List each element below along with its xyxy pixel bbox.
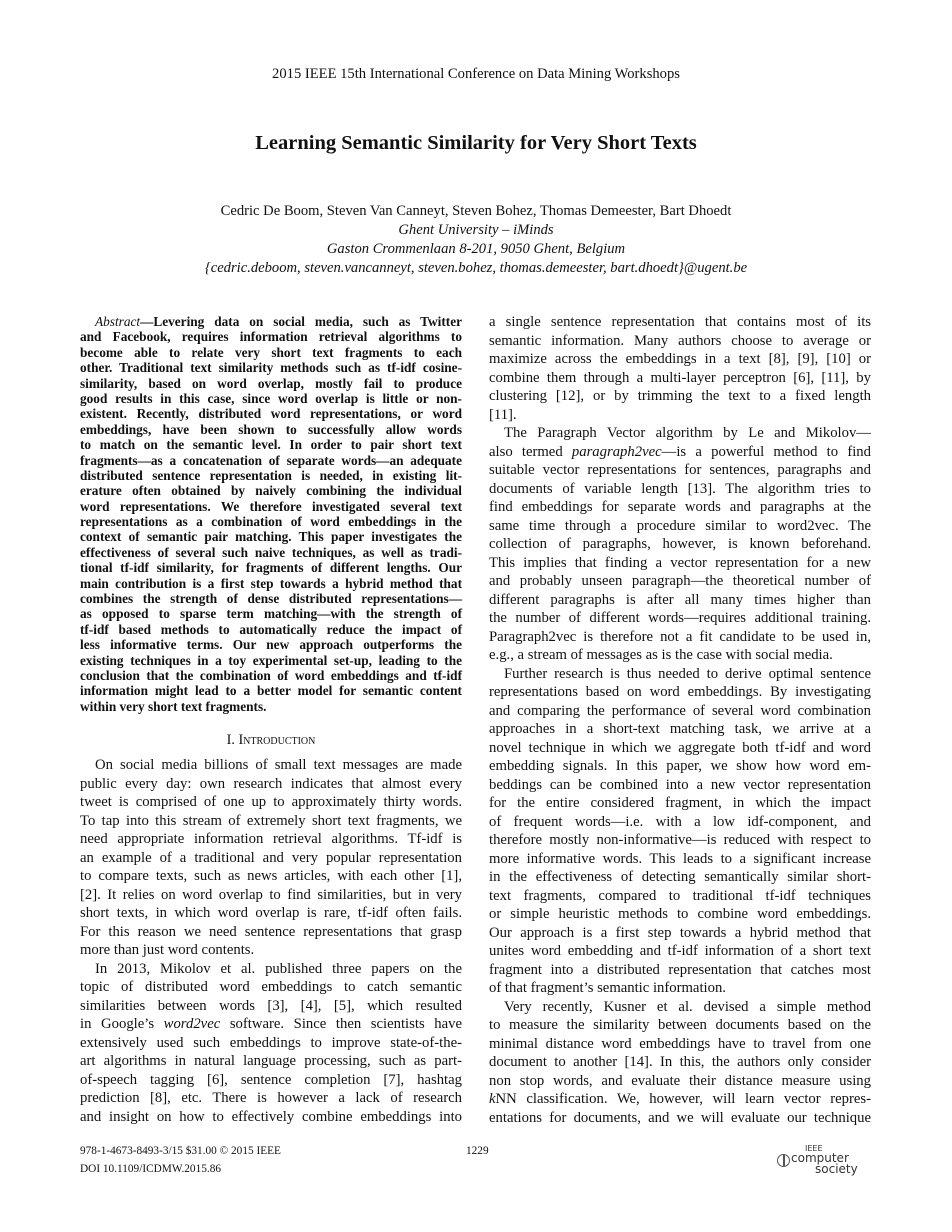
text-line <box>489 554 871 573</box>
text-segment: documents of variable length [13]. The algorithm tries to <box>489 480 871 497</box>
text-segment: the number of different words—requires additional training. <box>489 610 871 626</box>
text-line <box>489 1053 871 1072</box>
abstract-line <box>80 637 462 652</box>
paragraph <box>489 998 871 1128</box>
text-line <box>489 646 871 665</box>
text-line <box>489 1035 871 1054</box>
text-segment: and probably unseen paragraph—the theoretical number of <box>489 573 871 589</box>
abstract-line-text: other. Traditional text similarity methods such as tf-idf cosine- <box>80 360 462 376</box>
abstract-line <box>80 514 462 529</box>
conference-header: 2015 IEEE 15th International Conference on Data Mining Workshops <box>272 66 680 82</box>
text-segment: to measure the similarity between documents based on the <box>489 1017 871 1033</box>
abstract-line <box>80 453 462 468</box>
abstract-line-text: existent. Recently, distributed word representations, or word <box>80 406 462 422</box>
text-segment: and comparing the performance of several word combination <box>489 702 871 719</box>
text-segment: [11]. <box>489 406 517 423</box>
abstract-line <box>80 329 462 344</box>
text-segment: To tap into this stream of extremely short text fragments, we <box>80 812 462 829</box>
text-line <box>489 313 871 332</box>
abstract-line <box>80 422 462 437</box>
abstract <box>80 314 462 714</box>
abstract-line <box>80 560 462 575</box>
abstract-line-text: embeddings, have been shown to successfully allow words <box>80 421 462 437</box>
paragraph <box>80 960 462 1127</box>
abstract-line-text: and Facebook, requires information retrieval algorithms to <box>80 329 462 345</box>
text-line <box>489 794 871 813</box>
text-line <box>80 1089 462 1108</box>
abstract-line <box>80 314 462 329</box>
text-segment: NN classification. We, however, will learn vector repres- <box>495 1091 871 1107</box>
abstract-line <box>80 468 462 483</box>
abstract-line-text: less informative terms. Our new approach outperforms the <box>80 637 462 653</box>
text-segment: a single sentence representation that contains most of its <box>489 314 871 330</box>
abstract-line-text: become able to relate very short text fragments to each <box>80 344 462 360</box>
abstract-line-text: representations as a combination of word embeddings in the <box>80 514 462 530</box>
abstract-line <box>80 653 462 668</box>
text-line <box>489 850 871 869</box>
abstract-line-text: within very short text fragments. <box>80 698 267 714</box>
abstract-line-text: tional tf-idf similarity, for fragments of different lengths. Our <box>80 560 462 576</box>
text-segment: minimal distance word embeddings have to travel from one <box>489 1035 871 1052</box>
text-segment: non stop words, and evaluate their distance measure using <box>489 1072 871 1089</box>
text-line <box>489 461 871 480</box>
text-line <box>489 905 871 924</box>
abstract-line-text: distributed sentence representation is needed, in existing lit- <box>80 467 462 483</box>
text-line <box>489 942 871 961</box>
text-line <box>489 979 871 998</box>
text-line <box>489 480 871 499</box>
text-line <box>80 830 462 849</box>
text-segment: of that fragment’s semantic information. <box>489 980 726 996</box>
left-column-body <box>80 756 462 1126</box>
text-segment: extensively used such embeddings to improve state-of-the- <box>80 1034 462 1051</box>
text-line <box>489 609 871 628</box>
abstract-line <box>80 699 462 714</box>
text-segment: more informative words. This leads to a significant increase <box>489 850 871 867</box>
text-line <box>489 683 871 702</box>
text-segment: novel technique in which we aggregate both tf-idf and word <box>489 739 871 756</box>
text-segment: Further research is thus needed to derive optimal sentence <box>504 665 871 682</box>
text-line <box>489 887 871 906</box>
text-segment: entations for documents, and we will evaluate our technique <box>489 1109 871 1126</box>
text-segment: clustering [12], or by trimming the text to a fixed length <box>489 388 871 404</box>
text-line <box>489 739 871 758</box>
text-line <box>80 960 462 979</box>
abstract-line <box>80 529 462 544</box>
text-line <box>80 812 462 831</box>
logo-text-line2: computer <box>791 1151 849 1165</box>
text-segment: semantic information. Many authors choose to average or <box>489 332 871 349</box>
text-line <box>489 443 871 462</box>
text-line <box>80 775 462 794</box>
text-segment: In 2013, Mikolov et al. published three papers on the <box>95 960 462 977</box>
text-line <box>489 628 871 647</box>
text-line <box>489 924 871 943</box>
abstract-line-text: erature often obtained by naively combining the individual <box>80 483 462 499</box>
text-segment: Our approach is a first step towards a hybrid method that <box>489 924 871 941</box>
text-line <box>489 387 871 406</box>
text-line <box>80 978 462 997</box>
text-segment: to compare texts, such as news articles, with each other [1], <box>80 868 462 884</box>
text-line <box>80 1015 462 1034</box>
text-line <box>80 1071 462 1090</box>
abstract-line-text: fragments—as a concatenation of separate words—an adequate <box>80 452 462 468</box>
text-line <box>489 572 871 591</box>
text-line <box>80 1052 462 1071</box>
abstract-line-text: —Levering data on social media, such as Twitter <box>140 314 462 329</box>
logo-text-line1: IEEE <box>805 1144 823 1153</box>
page-number: 1229 <box>466 1145 489 1157</box>
abstract-line-text: as opposed to sparse term matching—with the strength of <box>80 606 462 622</box>
text-line <box>489 406 871 425</box>
text-line <box>489 757 871 776</box>
text-line <box>80 923 462 942</box>
text-segment: same time through a procedure similar to word2vec. The <box>489 517 871 534</box>
text-line <box>489 1109 871 1128</box>
text-segment: or simple heuristic methods to combine word embeddings. <box>489 906 871 922</box>
text-segment: tweet is comprised of one up to approximately thirty words. <box>80 794 462 810</box>
text-segment: e.g., a stream of messages as is the case with social media. <box>489 647 833 663</box>
text-line <box>489 720 871 739</box>
address: Gaston Crommenlaan 8-201, 9050 Ghent, Belgium <box>326 241 626 257</box>
text-segment: document to another [14]. In this, the authors only consider <box>489 1054 871 1070</box>
text-line <box>80 997 462 1016</box>
paper-title: Learning Semantic Similarity for Very Short Texts <box>255 132 697 154</box>
text-segment: of frequent words—i.e. with a low idf-component, and <box>489 813 871 830</box>
text-segment: public every day: own research indicates that almost every <box>80 775 462 792</box>
text-line <box>489 998 871 1017</box>
text-line <box>489 350 871 369</box>
text-segment: prediction [8], etc. There is however a lack of research <box>80 1090 462 1106</box>
abstract-label: Abstract <box>95 314 141 329</box>
text-segment: combine them through a multi-layer perceptron [6], [11], by <box>489 369 871 386</box>
abstract-line <box>80 576 462 591</box>
text-segment: maximize across the embeddings in a text [8], [9], [10] or <box>489 351 871 367</box>
text-segment: unites word embedding and tf-idf information of a short text <box>489 943 871 959</box>
text-line <box>80 756 462 775</box>
footer-isbn: 978-1-4673-8493-3/15 $31.00 © 2015 IEEE <box>80 1145 281 1157</box>
abstract-line <box>80 345 462 360</box>
text-line <box>489 868 871 887</box>
text-segment: This implies that finding a vector representation for a new <box>489 554 871 571</box>
text-line <box>80 1034 462 1053</box>
text-segment: embedding signals. In this paper, we show how word em- <box>489 758 871 774</box>
abstract-line <box>80 668 462 683</box>
text-line <box>80 886 462 905</box>
abstract-line <box>80 391 462 406</box>
italic-term: paragraph2vec <box>571 443 662 460</box>
text-line <box>489 776 871 795</box>
text-line <box>80 1108 462 1127</box>
footer-doi: DOI 10.1109/ICDMW.2015.86 <box>80 1163 222 1175</box>
text-segment: different paragraphs is after all many times higher than <box>489 591 871 608</box>
text-segment: more than just word contents. <box>80 942 255 958</box>
text-segment: similarities between words [3], [4], [5], which resulted <box>80 997 462 1014</box>
affiliation: Ghent University – iMinds <box>398 222 554 238</box>
text-segment: approaches in a short-text matching task, we arrive at a <box>489 721 871 737</box>
logo-text-line3: society <box>815 1162 858 1176</box>
text-segment: in the effectiveness of detecting semantically similar short- <box>489 869 871 885</box>
text-line <box>489 424 871 443</box>
paragraph <box>80 756 462 960</box>
text-line <box>489 1090 871 1109</box>
paragraph <box>489 665 871 998</box>
abstract-line-text: to match on the semantic level. In order to pair short text <box>80 437 462 453</box>
text-line <box>489 1016 871 1035</box>
abstract-line <box>80 591 462 606</box>
text-segment: suitable vector representations for sentences, paragraphs and <box>489 462 871 478</box>
abstract-line-text: tf-idf based methods to automatically reduce the impact of <box>80 621 462 637</box>
author-list: Cedric De Boom, Steven Van Canneyt, Steven Bohez, Thomas Demeester, Bart Dhoedt <box>220 203 732 219</box>
text-segment: need appropriate information retrieval algorithms. Tf-idf is <box>80 831 462 847</box>
text-segment: of-speech tagging [6], sentence completion [7], hashtag <box>80 1071 462 1088</box>
text-segment: representations based on word embeddings. By investigating <box>489 684 871 700</box>
text-segment: an example of a traditional and very popular representation <box>80 849 462 866</box>
abstract-line-text: existing techniques in a toy experimental set-up, leading to the <box>80 652 462 668</box>
text-segment: fragment into a distributed representation that catches most <box>489 961 871 978</box>
text-segment: text fragments, compared to traditional tf-idf techniques <box>489 887 871 904</box>
text-line <box>489 702 871 721</box>
abstract-line <box>80 483 462 498</box>
abstract-line <box>80 376 462 391</box>
right-column-body <box>489 313 871 1127</box>
abstract-line <box>80 606 462 621</box>
text-line <box>80 867 462 886</box>
text-line <box>80 941 462 960</box>
text-line <box>489 665 871 684</box>
abstract-line-text: effectiveness of several such naive techniques, as well as tradi- <box>80 544 462 560</box>
abstract-line-text: conclusion that the combination of word embeddings and tf-idf <box>80 667 462 683</box>
text-line <box>489 369 871 388</box>
text-segment: for the entire considered fragment, in which the impact <box>489 795 871 811</box>
abstract-line-text: good results in this case, since word overlap is little or non- <box>80 390 462 406</box>
text-segment: beddings can be combined into a new vector representation <box>489 776 871 793</box>
text-line <box>489 961 871 980</box>
section-title: Introduction <box>238 732 316 748</box>
text-segment: find embeddings for separate words and paragraphs at the <box>489 499 871 515</box>
text-line <box>489 332 871 351</box>
text-segment: also termed <box>489 443 572 460</box>
abstract-line-text: main contribution is a first step towards a hybrid method that <box>80 575 462 591</box>
section-number: I. <box>226 732 235 748</box>
text-segment: Paragraph2vec is therefore not a fit candidate to be used in, <box>489 628 871 645</box>
italic-term: word2vec <box>163 1016 221 1032</box>
text-line <box>489 591 871 610</box>
text-segment: topic of distributed word embeddings to catch semantic <box>80 979 462 995</box>
abstract-line <box>80 545 462 560</box>
text-segment: in Google’s <box>80 1016 164 1032</box>
author-emails: {cedric.deboom, steven.vancanneyt, steven.bohez, thomas.demeester, bart.dhoedt}@ugent.be <box>204 260 748 276</box>
text-line <box>489 831 871 850</box>
text-line <box>489 535 871 554</box>
text-line <box>489 498 871 517</box>
abstract-line <box>80 360 462 375</box>
abstract-line-text: similarity, based on word overlap, mostly fail to produce <box>80 375 462 391</box>
abstract-line <box>80 622 462 637</box>
text-segment: The Paragraph Vector algorithm by Le and Mikolov— <box>504 425 871 441</box>
paragraph <box>489 313 871 424</box>
text-segment: short texts, in which word overlap is rare, tf-idf often fails. <box>80 905 462 921</box>
abstract-line <box>80 499 462 514</box>
text-segment: art algorithms in natural language processing, such as part- <box>80 1053 462 1069</box>
text-segment: therefore mostly non-informative—is reduced with respect to <box>489 832 871 848</box>
abstract-line <box>80 406 462 421</box>
abstract-line-text: combines the strength of dense distributed representations— <box>80 591 462 607</box>
text-segment: —is a powerful method to find <box>661 443 871 460</box>
text-line <box>489 1072 871 1091</box>
text-line <box>489 813 871 832</box>
text-segment: For this reason we need sentence representations that grasp <box>80 923 462 940</box>
section-heading-introduction <box>80 732 462 749</box>
text-line <box>80 793 462 812</box>
italic-term: k <box>489 1091 496 1107</box>
abstract-line <box>80 683 462 698</box>
paragraph <box>489 424 871 665</box>
abstract-line-text: context of semantic pair matching. This paper investigates the <box>80 529 462 545</box>
text-segment: collection of paragraphs, however, is known beforehand. <box>489 536 871 552</box>
text-segment: software. Since then scientists have <box>220 1016 462 1032</box>
text-segment: On social media billions of small text messages are made <box>95 757 462 773</box>
abstract-line-text: word representations. We therefore investigated several text <box>80 498 462 514</box>
abstract-line <box>80 437 462 452</box>
text-segment: and insight on how to effectively combine embeddings into <box>80 1108 462 1125</box>
ieee-computer-society-logo <box>777 1144 861 1178</box>
ieee-logo-icon <box>777 1154 790 1167</box>
text-segment: [2]. It relies on word overlap to find similarities, but in very <box>80 886 462 903</box>
text-line <box>80 904 462 923</box>
text-line <box>489 517 871 536</box>
abstract-line-text: information might lead to a better model for semantic content <box>80 683 462 699</box>
text-line <box>80 849 462 868</box>
text-segment: Very recently, Kusner et al. devised a simple method <box>504 998 871 1015</box>
